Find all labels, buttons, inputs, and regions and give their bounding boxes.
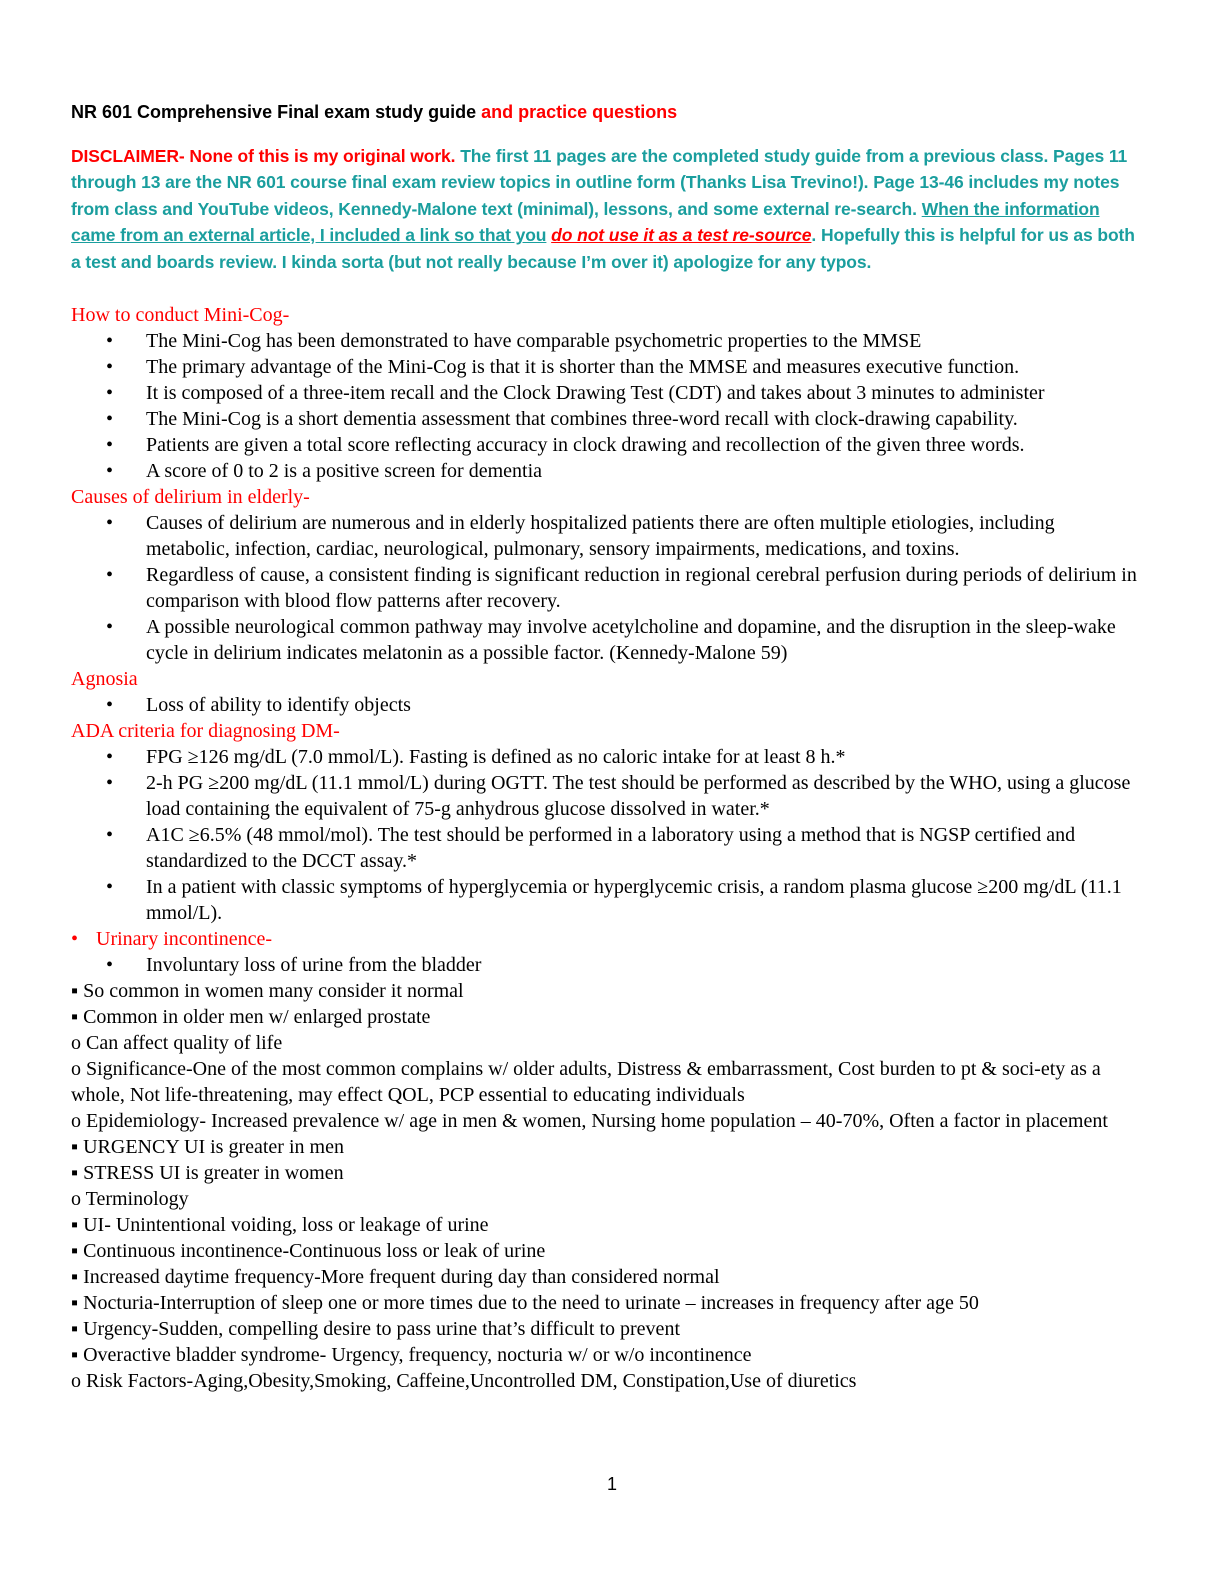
bullet-list [71,952,1141,978]
outline-line: o Terminology [71,1188,189,1211]
list-item: • It is composed of a three-item recall and the Clock Drawing Test (CDT) and takes about 3 minutes to administer [146,380,1141,406]
section-minicog [71,302,1141,484]
outline-line: ▪ URGENCY UI is greater in men [71,1136,344,1159]
outline-line: ▪ So common in women many consider it normal [71,980,464,1003]
list-item: • A possible neurological common pathway may involve acetylcholine and dopamine, and the disruption in the sleep-wake cycle in delirium indicates melatonin as a possible factor. (Kennedy-Malone 59) [146,614,1141,666]
outline-line: ▪ Overactive bladder syndrome- Urgency, frequency, nocturia w/ or w/o incontinence [71,1344,752,1367]
section-heading: How to conduct Mini-Cog- [71,304,290,327]
section-delirium [71,484,1141,666]
title-main: NR 601 Comprehensive Final exam study guide [71,102,477,122]
list-item: • Loss of ability to identify objects [146,692,1141,718]
outline-line: o Epidemiology- Increased prevalence w/ age in men & women, Nursing home population – 40-70%, Often a factor in placement [71,1110,1108,1133]
section-ada [71,718,1141,926]
list-item: • Patients are given a total score reflecting accuracy in clock drawing and recollection of the given three words. [146,432,1141,458]
bullet-list [71,328,1141,484]
section-heading: Causes of delirium in elderly- [71,486,310,509]
list-item: • The primary advantage of the Mini-Cog is that it is shorter than the MMSE and measures executive function. [146,354,1141,380]
list-item: • A1C ≥6.5% (48 mmol/mol). The test should be performed in a laboratory using a method that is NGSP certified and standardized to the DCCT assay.* [146,822,1141,874]
section-heading: ADA criteria for diagnosing DM- [71,720,340,743]
section-urinary-incontinence [71,926,1141,1394]
list-item: • FPG ≥126 mg/dL (7.0 mmol/L). Fasting is defined as no caloric intake for at least 8 h.* [146,744,1141,770]
bullet-list [71,744,1141,926]
outline-line: ▪ STRESS UI is greater in women [71,1162,344,1185]
list-item: • Involuntary loss of urine from the bladder [146,952,1141,978]
list-item: • Regardless of cause, a consistent finding is significant reduction in regional cerebral perfusion during periods of delirium in comparison with blood flow patterns after recovery. [146,562,1141,614]
document-title [71,98,1141,126]
bullet-list [71,510,1141,666]
outline-line: o Can affect quality of life [71,1032,283,1055]
list-item: • A score of 0 to 2 is a positive screen for dementia [146,458,1141,484]
title-highlight: and practice questions [481,102,678,122]
disclaimer-closing: . Hopefully this is helpful for us as both a test and boards review. I kinda sorta (but not really because I’m over it) apologize for any typos. [71,225,1135,272]
disclaimer-warning: do not use it as a test re-source [551,225,812,246]
list-item: • The Mini-Cog is a short dementia assessment that combines three-word recall with clock-drawing capability. [146,406,1141,432]
list-item: • 2-h PG ≥200 mg/dL (11.1 mmol/L) during OGTT. The test should be performed as described by the WHO, using a glucose load containing the equivalent of 75-g anhydrous glucose dissolved in water.* [146,770,1141,822]
outline-line: o Risk Factors-Aging,Obesity,Smoking, Caffeine,Uncontrolled DM, Constipation,Use of diuretics [71,1370,857,1393]
section-agnosia [71,666,1141,718]
disclaimer-label: DISCLAIMER- None of this is my original work. [71,146,456,166]
section-heading: • Urinary incontinence- [71,926,1141,952]
bullet-list [71,692,1141,718]
page-number: 1 [606,1474,617,1494]
section-heading: Agnosia [71,668,138,691]
list-item: • In a patient with classic symptoms of hyperglycemia or hyperglycemic crisis, a random plasma glucose ≥200 mg/dL (11.1 mmol/L). [146,874,1141,926]
document-page [71,98,1141,1394]
list-item: • Causes of delirium are numerous and in elderly hospitalized patients there are often multiple etiologies, including metabolic, infection, cardiac, neurological, pulmonary, sensory impairments, medications, and toxins. [146,510,1141,562]
disclaimer-paragraph [71,143,1141,275]
outline-line: o Significance-One of the most common complains w/ older adults, Distress & embarrassment, Cost burden to pt & soci-ety as a whole, Not life-threatening, may effect QOL, PCP essential to educating individuals [71,1058,1101,1107]
outline-line: ▪ Increased daytime frequency-More frequent during day than considered normal [71,1266,720,1289]
outline-line: ▪ UI- Unintentional voiding, loss or leakage of urine [71,1214,489,1237]
outline-line: ▪ Urgency-Sudden, compelling desire to pass urine that’s difficult to prevent [71,1318,680,1341]
outline-line: ▪ Common in older men w/ enlarged prostate [71,1006,431,1029]
outline-line: ▪ Continuous incontinence-Continuous loss or leak of urine [71,1240,546,1263]
disclaimer-text: The first 11 pages are the completed study guide from a previous class. Pages 11 through 13 are the NR 601 course final exam review topics in outline form (Thanks Lisa Trevino!). Page 13-46 includes my notes from class and YouTube videos, Kennedy-Malone text (minimal), lessons, and some external re-search. [71,146,1128,219]
disclaimer-link-note: When the information came from an external article, I included a link so that you [71,198,1100,246]
outline-line: ▪ Nocturia-Interruption of sleep one or more times due to the need to urinate – increases in frequency after age 50 [71,1292,979,1315]
list-item: • The Mini-Cog has been demonstrated to have comparable psychometric properties to the MMSE [146,328,1141,354]
